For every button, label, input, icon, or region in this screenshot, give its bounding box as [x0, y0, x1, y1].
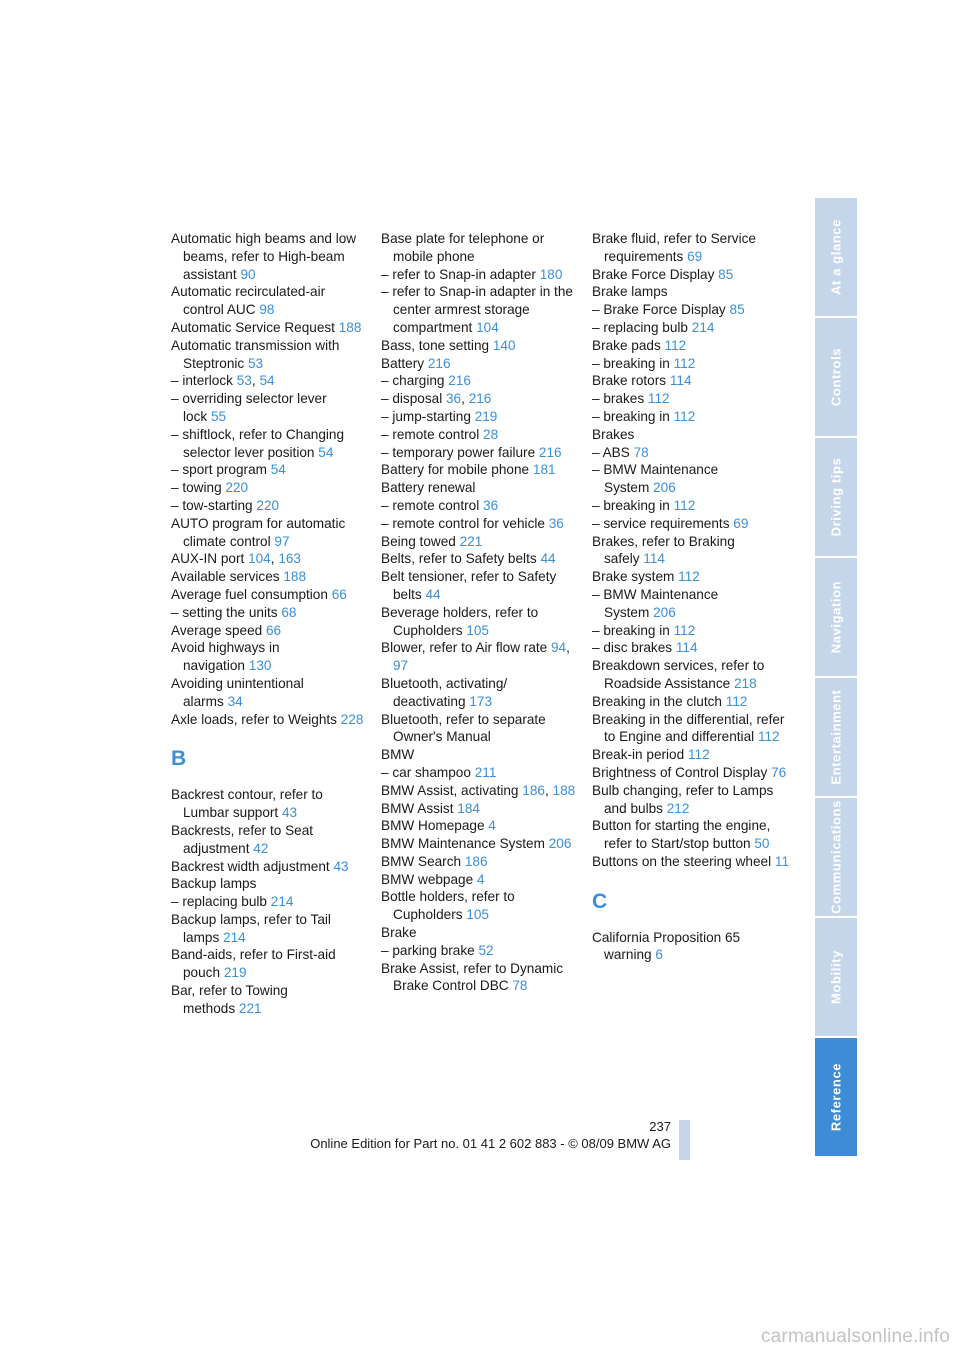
- index-entry: [592, 586, 790, 622]
- index-entry-term: – jump-starting: [381, 408, 471, 424]
- index-entry: [171, 946, 367, 982]
- page-reference-link[interactable]: 104: [248, 551, 271, 567]
- page-reference-link[interactable]: 180: [539, 266, 563, 282]
- sidebar-tab-label: Controls: [828, 347, 844, 407]
- page-reference-link[interactable]: 104: [476, 319, 499, 335]
- index-entry-term: Average fuel consumption: [171, 586, 328, 602]
- index-entry: [381, 444, 579, 462]
- index-entry-term: BMW Homepage: [381, 818, 485, 834]
- index-entry: [592, 853, 790, 871]
- index-entry: [592, 408, 790, 426]
- page-reference-link[interactable]: 188: [552, 782, 576, 798]
- index-entry-term: – refer to Snap-in adapter in the center armrest storage compartment: [381, 284, 573, 335]
- page-reference-link[interactable]: 219: [474, 408, 498, 424]
- page-reference-link[interactable]: 112: [647, 391, 670, 407]
- index-entry: [381, 515, 579, 533]
- index-entry-term: Breaking in the clutch: [592, 693, 722, 709]
- index-entry-term: Breakdown services, refer to Roadside Assistance: [592, 658, 765, 691]
- index-entry-term: Available services: [171, 569, 280, 585]
- page-reference-link[interactable]: 112: [673, 355, 696, 371]
- page-reference-link[interactable]: 186: [522, 782, 545, 798]
- index-entry-term: – Brake Force Display: [592, 302, 726, 318]
- index-entry: [592, 622, 790, 640]
- page-reference-link[interactable]: 85: [729, 302, 745, 318]
- page-reference-link[interactable]: 112: [678, 569, 700, 585]
- index-entry: [381, 800, 579, 818]
- index-entry-term: – car shampoo: [381, 764, 471, 780]
- index-entry: [592, 444, 790, 462]
- index-entry-term: Brakes: [592, 426, 635, 442]
- index-entry-term: – remote control: [381, 497, 480, 513]
- page-reference-link[interactable]: 228: [340, 711, 364, 727]
- index-entry-term: – disposal: [381, 391, 443, 407]
- page-reference-link[interactable]: 214: [691, 319, 715, 335]
- index-entry-term: Brake fluid, refer to Service requirements: [592, 231, 756, 264]
- index-entry-term: Brake pads: [592, 337, 661, 353]
- page-reference-link[interactable]: 212: [666, 800, 690, 816]
- index-entry-term: BMW: [381, 747, 415, 763]
- sidebar-tab-driving-tips[interactable]: [815, 438, 857, 558]
- index-entry: [592, 319, 790, 337]
- index-entry: [381, 942, 579, 960]
- index-column-1: [171, 230, 367, 1018]
- index-entry: [592, 533, 790, 569]
- page-reference-link[interactable]: 42: [253, 840, 269, 856]
- index-entry: [592, 568, 790, 586]
- index-entry-term: Backup lamps, refer to Tail lamps: [171, 911, 331, 945]
- index-entry: [592, 337, 790, 355]
- index-entry-term: – breaking in: [592, 355, 670, 371]
- sidebar-tab-label: At a glance: [828, 219, 844, 295]
- index-entry: [592, 266, 790, 284]
- sidebar-tab-entertainment[interactable]: [815, 678, 857, 798]
- index-entry: [381, 426, 579, 444]
- page-reference-link[interactable]: 112: [673, 497, 696, 513]
- page-reference-link[interactable]: 216: [538, 444, 562, 460]
- index-entry-term: Brake Assist, refer to Dynamic Brake Control DBC: [381, 960, 564, 994]
- page-reference-link[interactable]: 69: [687, 248, 703, 264]
- index-entry-term: – temporary power failure: [381, 444, 536, 460]
- index-entry-term: – replacing bulb: [592, 319, 688, 335]
- page-reference-link[interactable]: 181: [532, 462, 556, 478]
- index-entry: [592, 390, 790, 408]
- page-reference-link[interactable]: 184: [457, 800, 480, 816]
- index-entry-term: BMW Assist, activating: [381, 782, 519, 798]
- index-entry-term: BMW Assist: [381, 800, 454, 816]
- page-reference-link[interactable]: 97: [274, 533, 290, 549]
- page-reference-link[interactable]: 112: [757, 729, 780, 745]
- index-entry: [592, 657, 790, 693]
- index-entry-term: Axle loads, refer to Weights: [171, 711, 337, 727]
- index-entry: [381, 639, 579, 675]
- index-entry: [171, 675, 367, 711]
- page-reference-link[interactable]: 214: [223, 929, 246, 945]
- index-entry: [592, 230, 790, 266]
- page-separator: ,: [566, 640, 570, 656]
- index-entry-term: Break-in period: [592, 747, 685, 763]
- index-entry-term: Average speed: [171, 622, 263, 638]
- index-entry-term: – overriding selector lever lock: [171, 391, 327, 424]
- index-entry-term: Brakes, refer to Braking safely: [592, 533, 735, 567]
- index-entry: [381, 355, 579, 373]
- index-entry-term: – sport program: [171, 462, 267, 478]
- page-reference-link[interactable]: 52: [478, 942, 494, 958]
- index-entry-term: Brake lamps: [592, 284, 668, 300]
- page-reference-link[interactable]: 36: [548, 515, 564, 531]
- index-entry: [171, 639, 367, 675]
- page-reference-link[interactable]: 188: [283, 569, 307, 585]
- index-entry: [171, 622, 367, 640]
- index-entry-term: Battery: [381, 355, 425, 371]
- sidebar-tab-label: Driving tips: [828, 457, 844, 537]
- index-entry-term: Bluetooth, refer to separate Owner's Manual: [381, 711, 546, 745]
- index-entry-term: – breaking in: [592, 497, 670, 513]
- index-entry: [171, 586, 367, 604]
- index-entry-term: – parking brake: [381, 942, 475, 958]
- index-entry: [381, 604, 579, 640]
- index-entry: [381, 230, 579, 266]
- index-entry: [171, 230, 367, 283]
- index-entry: [381, 568, 579, 604]
- index-entry-term: – breaking in: [592, 622, 670, 638]
- index-entry: [592, 355, 790, 373]
- index-entry: [171, 786, 367, 822]
- index-entry: [171, 858, 367, 876]
- index-entry: [592, 817, 790, 853]
- index-entry: [381, 497, 579, 515]
- page-reference-link[interactable]: 216: [448, 373, 471, 389]
- page-reference-link[interactable]: 43: [333, 858, 349, 874]
- index-entry: [171, 550, 367, 568]
- index-entry: [171, 911, 367, 947]
- sidebar-tab-label: Communications: [828, 800, 844, 914]
- page-reference-link[interactable]: 11: [774, 853, 790, 869]
- index-entry: [381, 266, 579, 284]
- index-entry: [171, 390, 367, 426]
- page-reference-link[interactable]: 54: [259, 373, 275, 389]
- index-entry-term: – towing: [171, 480, 222, 496]
- index-entry: [592, 461, 790, 497]
- index-entry-term: BMW Search: [381, 853, 462, 869]
- page-reference-link[interactable]: 114: [669, 373, 692, 389]
- page-reference-link[interactable]: 53: [248, 355, 264, 371]
- page-reference-link[interactable]: 105: [466, 907, 489, 923]
- index-entry-term: BMW Maintenance System: [381, 836, 545, 852]
- page-reference-link[interactable]: 69: [733, 515, 749, 531]
- index-entry: [171, 515, 367, 551]
- page-reference-link[interactable]: 130: [248, 658, 272, 674]
- page-reference-link[interactable]: 112: [687, 747, 710, 763]
- index-entry-term: Bottle holders, refer to Cupholders: [381, 889, 515, 923]
- index-entry: [381, 283, 579, 336]
- index-entry: [171, 283, 367, 319]
- index-entry: [381, 924, 579, 942]
- index-entry-term: Automatic recirculated-air control AUC: [171, 284, 326, 318]
- index-entry: [171, 426, 367, 462]
- page-reference-link[interactable]: 163: [278, 551, 301, 567]
- page-reference-link[interactable]: 206: [653, 480, 676, 496]
- sidebar-tab-label: Entertainment: [828, 689, 844, 785]
- index-entry-term: Bulb changing, refer to Lamps and bulbs: [592, 782, 774, 816]
- index-entry-term: Breaking in the differential, refer to Engine and differential: [592, 711, 785, 745]
- index-entry-term: Bass, tone setting: [381, 337, 490, 353]
- page-reference-link[interactable]: 97: [393, 658, 409, 674]
- index-entry-term: Base plate for telephone or mobile phone: [381, 231, 545, 264]
- page-reference-link[interactable]: 36: [446, 391, 462, 407]
- page-reference-link[interactable]: 54: [270, 462, 286, 478]
- page-reference-link[interactable]: 112: [673, 408, 696, 424]
- page-reference-link[interactable]: 140: [492, 337, 516, 353]
- page-reference-link[interactable]: 68: [281, 604, 297, 620]
- page-reference-link[interactable]: 112: [725, 693, 748, 709]
- page-reference-link[interactable]: 220: [256, 497, 280, 513]
- page-reference-link[interactable]: 214: [270, 894, 294, 910]
- page-reference-link[interactable]: 221: [238, 1000, 262, 1016]
- index-entry-term: Bar, refer to Towing methods: [171, 983, 288, 1016]
- index-entry: [381, 835, 579, 853]
- sidebar-tab-communications[interactable]: [815, 798, 857, 918]
- index-entry: [171, 372, 367, 390]
- page-reference-link[interactable]: 43: [282, 805, 298, 821]
- index-entry-term: – ABS: [592, 444, 630, 460]
- index-entry: [171, 461, 367, 479]
- page-reference-link[interactable]: 218: [733, 675, 757, 691]
- index-entry: [381, 764, 579, 782]
- index-entry-term: Belt tensioner, refer to Safety belts: [381, 569, 557, 602]
- page-reference-link[interactable]: 36: [483, 497, 499, 513]
- page-separator: ,: [270, 551, 279, 567]
- page-reference-link[interactable]: 105: [466, 622, 489, 638]
- index-entry: [381, 746, 579, 764]
- index-entry: [381, 871, 579, 889]
- page-reference-link[interactable]: 112: [673, 622, 696, 638]
- index-entry: [171, 893, 367, 911]
- page-reference-link[interactable]: 76: [771, 764, 787, 780]
- index-entry-term: Automatic high beams and low beams, refer to High-beam assistant: [171, 231, 357, 282]
- index-entry: [171, 319, 367, 337]
- page-reference-link[interactable]: 44: [425, 586, 441, 602]
- page-reference-link[interactable]: 206: [653, 604, 676, 620]
- index-entry-term: – disc brakes: [592, 640, 673, 656]
- index-column-2: [381, 230, 579, 995]
- edition-footer: Online Edition for Part no. 01 41 2 602 883 - © 08/09 BMW AG: [310, 1136, 671, 1151]
- index-entry-term: Brightness of Control Display: [592, 764, 768, 780]
- index-entry-term: – BMW Maintenance System: [592, 586, 719, 620]
- index-entry-term: California Proposition 65 warning: [592, 929, 741, 963]
- index-entry-term: Automatic Service Request: [171, 319, 335, 335]
- page-reference-link[interactable]: 78: [633, 444, 649, 460]
- footer-marker-bar: [679, 1120, 690, 1160]
- index-column-3: [592, 230, 790, 964]
- index-entry: [381, 960, 579, 996]
- page-reference-link[interactable]: 219: [223, 965, 247, 981]
- page-reference-link[interactable]: 28: [483, 426, 499, 442]
- page-reference-link[interactable]: 78: [512, 978, 528, 994]
- page-reference-link[interactable]: 98: [259, 302, 275, 318]
- index-entry-term: Button for starting the engine, refer to Start/stop button: [592, 818, 771, 852]
- index-entry: [381, 533, 579, 551]
- index-entry: [592, 639, 790, 657]
- page-reference-link[interactable]: 216: [468, 391, 492, 407]
- page-reference-link[interactable]: 85: [718, 266, 734, 282]
- index-entry: [592, 372, 790, 390]
- index-entry: [381, 853, 579, 871]
- index-entry-term: Backrest contour, refer to Lumbar support: [171, 787, 323, 821]
- index-entry-term: – service requirements: [592, 515, 730, 531]
- index-entry-term: Backrests, refer to Seat adjustment: [171, 822, 314, 856]
- sidebar-tab-label: Navigation: [828, 580, 844, 654]
- index-entry: [171, 711, 367, 729]
- index-entry-term: Brake: [381, 925, 417, 941]
- page-reference-link[interactable]: 186: [464, 853, 488, 869]
- page-reference-link[interactable]: 4: [476, 871, 485, 887]
- index-entry: [171, 337, 367, 373]
- index-entry-term: – brakes: [592, 391, 645, 407]
- index-entry: [381, 817, 579, 835]
- index-entry-term: BMW webpage: [381, 871, 474, 887]
- sidebar-tab-at-a-glance[interactable]: [815, 198, 857, 318]
- index-entry: [592, 711, 790, 747]
- sidebar-tab-controls[interactable]: [815, 318, 857, 438]
- index-entry: [592, 746, 790, 764]
- index-entry: [592, 693, 790, 711]
- page-reference-link[interactable]: 112: [664, 337, 687, 353]
- index-entry-term: – tow-starting: [171, 497, 253, 513]
- page-reference-link[interactable]: 188: [338, 319, 362, 335]
- index-entry-term: Blower, refer to Air flow rate: [381, 640, 548, 656]
- index-entry: [381, 782, 579, 800]
- page-separator: ,: [544, 782, 553, 798]
- index-entry-term: Backup lamps: [171, 876, 257, 892]
- index-entry: [381, 337, 579, 355]
- index-entry-term: Belts, refer to Safety belts: [381, 551, 537, 567]
- index-entry-term: – setting the units: [171, 604, 278, 620]
- index-entry: [592, 426, 790, 444]
- page-reference-link[interactable]: 114: [643, 551, 665, 567]
- page-number: 237: [649, 1119, 671, 1134]
- index-entry: [171, 822, 367, 858]
- index-entry-term: – breaking in: [592, 408, 670, 424]
- page-separator: ,: [461, 391, 469, 407]
- index-entry: [592, 283, 790, 301]
- index-entry-term: – charging: [381, 373, 445, 389]
- index-entry: [381, 479, 579, 497]
- index-entry: [381, 390, 579, 408]
- page-separator: ,: [251, 373, 260, 389]
- page-reference-link[interactable]: 55: [210, 408, 227, 424]
- index-section-letter: C: [592, 889, 608, 913]
- index-entry: [171, 604, 367, 622]
- page-reference-link[interactable]: 114: [675, 640, 698, 656]
- sidebar-tab-reference[interactable]: [815, 1038, 857, 1158]
- index-entry: [592, 301, 790, 319]
- index-entry: [171, 497, 367, 515]
- index-entry-term: Brake rotors: [592, 373, 667, 389]
- sidebar-tab-label: Mobility: [828, 950, 844, 1004]
- index-entry: [381, 408, 579, 426]
- index-entry-term: – BMW Maintenance System: [592, 462, 719, 496]
- index-entry: [171, 982, 367, 1018]
- page-reference-link[interactable]: 90: [240, 266, 256, 282]
- sidebar-tab-label: Reference: [828, 1062, 844, 1132]
- index-entry-term: Buttons on the steering wheel: [592, 853, 772, 869]
- page-reference-link[interactable]: 34: [227, 693, 243, 709]
- index-entry: [171, 568, 367, 586]
- index-entry-term: AUTO program for automatic climate control: [171, 515, 346, 549]
- index-section-letter: B: [171, 747, 187, 771]
- index-entry: [592, 782, 790, 818]
- page-reference-link[interactable]: 66: [331, 586, 347, 602]
- index-entry-term: Automatic transmission with Steptronic: [171, 337, 340, 371]
- index-entry-term: – interlock: [171, 373, 233, 389]
- index-entry-term: Avoiding unintentional alarms: [171, 675, 304, 709]
- index-entry: [171, 479, 367, 497]
- page-reference-link[interactable]: 50: [754, 836, 770, 852]
- sidebar-tab-mobility[interactable]: [815, 918, 857, 1038]
- page-reference-link[interactable]: 44: [540, 551, 556, 567]
- index-entry-term: Avoid highways in navigation: [171, 640, 280, 674]
- page-reference-link[interactable]: 94: [551, 640, 567, 656]
- index-entry: [381, 372, 579, 390]
- page-reference-link[interactable]: 6: [655, 947, 663, 963]
- index-entry-term: Battery renewal: [381, 480, 476, 496]
- index-entry: [592, 497, 790, 515]
- index-entry: [381, 550, 579, 568]
- index-entry: [592, 929, 790, 965]
- index-entry: [592, 764, 790, 782]
- index-entry-term: – replacing bulb: [171, 894, 267, 910]
- page-reference-link[interactable]: 216: [427, 355, 451, 371]
- index-entry-term: Band-aids, refer to First-aid pouch: [171, 947, 336, 981]
- index-entry-term: – refer to Snap-in adapter: [381, 266, 536, 282]
- page-reference-link[interactable]: 211: [474, 764, 497, 780]
- index-entry: [381, 461, 579, 479]
- index-entry-term: Backrest width adjustment: [171, 858, 330, 874]
- index-entry: [171, 875, 367, 893]
- watermark-text: carmanualsonline.info: [760, 1326, 950, 1347]
- page-reference-link[interactable]: 173: [469, 693, 493, 709]
- index-entry-term: – remote control: [381, 426, 480, 442]
- index-entry-term: – shiftlock, refer to Changing selector lever position: [171, 426, 345, 460]
- sidebar-tab-navigation[interactable]: [815, 558, 857, 678]
- page-reference-link[interactable]: 221: [459, 533, 483, 549]
- index-entry: [592, 515, 790, 533]
- index-entry-term: Beverage holders, refer to Cupholders: [381, 604, 539, 638]
- page-reference-link[interactable]: 66: [265, 622, 282, 638]
- page-reference-link[interactable]: 53: [236, 373, 252, 389]
- page-reference-link[interactable]: 4: [488, 818, 496, 834]
- index-entry-term: Battery for mobile phone: [381, 462, 530, 478]
- page-reference-link[interactable]: 54: [318, 444, 334, 460]
- index-entry-term: – remote control for vehicle: [381, 515, 545, 531]
- index-entry: [381, 888, 579, 924]
- index-entry-term: Brake Force Display: [592, 266, 715, 282]
- page-reference-link[interactable]: 206: [548, 836, 572, 852]
- index-entry-term: Brake system: [592, 569, 675, 585]
- index-entry-term: AUX-IN port: [171, 551, 245, 567]
- page-reference-link[interactable]: 220: [225, 480, 249, 496]
- index-entry: [381, 675, 579, 711]
- index-entry-term: Being towed: [381, 533, 456, 549]
- index-entry: [381, 711, 579, 747]
- chapter-sidebar: [815, 198, 857, 1158]
- index-entry-term: Bluetooth, activating/ deactivating: [381, 675, 508, 709]
